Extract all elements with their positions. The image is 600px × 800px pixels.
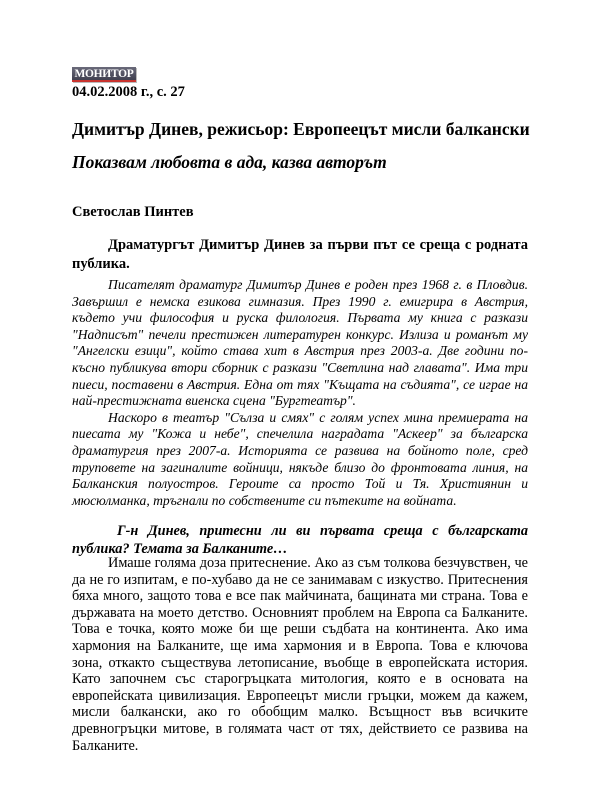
publication-logo: МОНИТОР — [72, 67, 136, 82]
article-subheadline: Показвам любовта в ада, казва авторът — [72, 152, 387, 172]
dateline: 04.02.2008 г., с. 27 — [72, 84, 185, 100]
interview-answer: Имаше голяма доза притеснение. Ако аз съм толкова безчувствен, че да не го изпитам, е по-хубаво да не се занимавам с изкуство. Притеснения бяха много, защото това е все пак майчината, бащината ми страна. Това е държавата на моето детство. Основният проблем на Европа са Балканите. Това е точка, която може би ще реши съдбата на континента. Ако има хармония на Балканите, ще има хармония и в Европа. Това е ключова зона, откакто съществува летописание, въобще в европейската история. Като започнем със старогръцката митология, която е в основата на европейската цивилизация. Европеецът мисли гръцки, можем да кажем, мисли балкански, ако го обобщим малко. Всъщност във всичките древногръцки митове, в голямата част от тях, действието се развива на Балканите. — [72, 555, 528, 754]
bio-paragraph: Наскоро в театър "Сълза и смях" с голям успех мина премиерата на пиесата му "Кожа и небе", спечелила наградата "Аскеер" за българска драматургия през 2007-а. Историята се развива на бойното поле, сред труповете на загиналите войници, някъде близо до фронтовата линия, на Балканския полуостров. Героите са просто Той и Тя. Християнин и мюсюлманка, тръгнали по собствените си пътеките на войната. — [72, 409, 528, 508]
article-headline: Димитър Динев, режисьор: Европеецът мисли балкански — [72, 119, 530, 139]
author-bio — [72, 277, 528, 509]
bio-paragraph: Писателят драматург Димитър Динев е роден през 1968 г. в Пловдив. Завършил е немска езикова гимназия. През 1990 г. емигрира в Австрия, където учи философия и руска филология. Първата му книга с разкази "Надписът" печели престижен литературен конкурс. Излиза и романът му "Ангелски езици", който става хит в Австрия през 2003-а. Две години по-късно публикува втори сборник с разкази "Светлина над главата". Има три пиеси, поставени в Австрия. Една от тях "Къщата на съдията", се играе на най-престижната виенска сцена "Бургтеатър". — [72, 277, 528, 409]
article-lead: Драматургът Димитър Динев за първи път се среща с родната публика. — [72, 237, 528, 272]
author-name: Светослав Пинтев — [72, 204, 194, 220]
interview-question: Г-н Динев, притесни ли ви първата среща с българската публика? Темата за Балканите… — [72, 523, 528, 557]
